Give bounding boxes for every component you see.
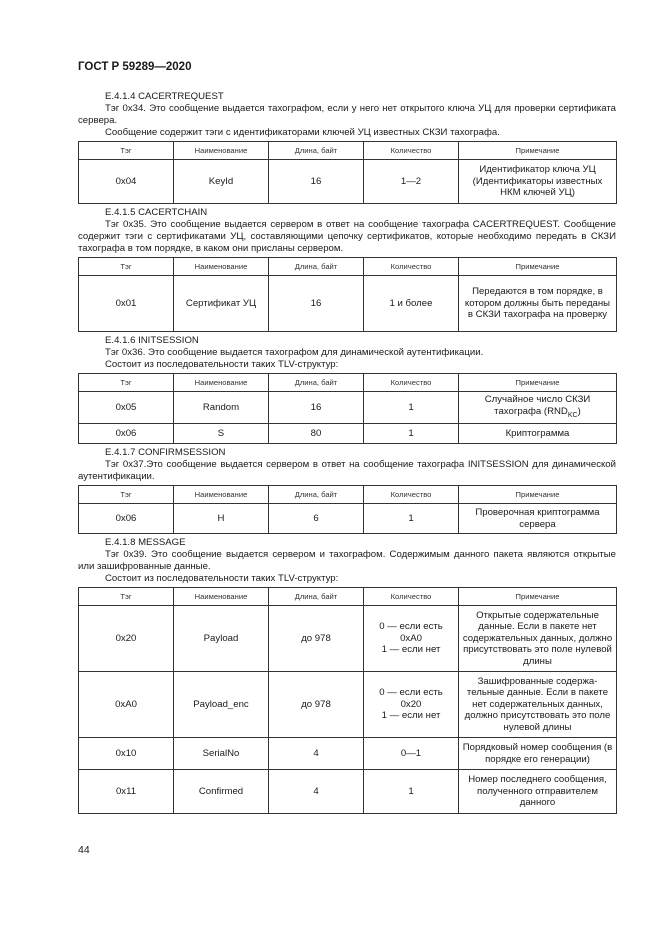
cell-length: 16 [269,160,364,204]
cell-length: 4 [269,738,364,770]
cell-note [459,392,617,424]
cell-tag: 0xA0 [79,672,174,738]
cell-length: 16 [269,276,364,332]
cell-name: KeyId [174,160,269,204]
cell-tag: 0x10 [79,738,174,770]
tlv-table [78,485,617,534]
column-header-count: Количество [364,588,459,606]
cell-count: 1 [364,392,459,424]
column-header-count: Количество [364,374,459,392]
section-paragraph: Состоит из последовательности таких TLV-структур: [105,573,339,584]
cell-name: S [174,424,269,444]
column-header-note: Примечание [459,588,617,606]
cell-length: 4 [269,770,364,814]
cell-name: Random [174,392,269,424]
cell-note: Открытые содержательные данные. Если в пакете нет содержательных данных, должно присутствовать это поле нулевой длины [459,606,617,672]
cell-name: H [174,504,269,534]
cell-note: Передаются в том порядке, в котором должны быть переданы в СКЗИ тахографа на проверку [459,276,617,332]
cell-length: 16 [269,392,364,424]
cell-note: Номер последнего сообщения, полученного отправителем данного [459,770,617,814]
column-header-length: Длина, байт [269,258,364,276]
table-row [79,424,617,444]
table-header-row [79,142,617,160]
cell-note: Зашифрованные содержательные данные. Если в пакете нет содержательных данных, должно присутствовать это поле нулевой длины [459,672,617,738]
cell-note: Проверочная криптограмма сервера [459,504,617,534]
column-header-tag: Тэг [79,588,174,606]
cell-name: Confirmed [174,770,269,814]
table-header-row [79,374,617,392]
cell-length: до 978 [269,606,364,672]
cell-count: 1 [364,424,459,444]
table-row [79,672,617,738]
tlv-table [78,257,617,332]
table-row [79,606,617,672]
note-text-tail: ) [577,405,581,417]
cell-count: 1—2 [364,160,459,204]
section-title: E.4.1.5 CACERTCHAIN [105,207,208,218]
tlv-table [78,587,617,814]
cell-name: Payload_enc [174,672,269,738]
cell-length: 6 [269,504,364,534]
note-text: Случайное число СКЗИ тахографа (RND [484,394,591,417]
column-header-length: Длина, байт [269,374,364,392]
cell-name: Сертификат УЦ [174,276,269,332]
column-header-note: Примечание [459,486,617,504]
column-header-note: Примечание [459,142,617,160]
cell-length: 80 [269,424,364,444]
section-title: E.4.1.7 CONFIRMSESSION [105,447,226,458]
cell-tag: 0x04 [79,160,174,204]
section-paragraph: Сообщение содержит тэги с идентификаторами ключей УЦ известных СКЗИ тахографа. [105,127,500,138]
cell-name: SerialNo [174,738,269,770]
cell-tag: 0x11 [79,770,174,814]
cell-tag: 0x05 [79,392,174,424]
cell-count: 1 [364,770,459,814]
section-title: E.4.1.4 CACERTREQUEST [105,91,224,102]
column-header-name: Наименование [174,142,269,160]
page-number: 44 [78,844,90,856]
table-row [79,504,617,534]
table-row [79,392,617,424]
cell-tag: 0x01 [79,276,174,332]
cell-note: Идентификатор ключа УЦ (Идентификаторы известных НКМ ключей УЦ) [459,160,617,204]
section-paragraph: Тэг 0x39. Это сообщение выдается сервером и тахографом. Содержимым данного пакета являются открытые или зашифрованные данные. [78,549,616,572]
cell-count: 0—1 [364,738,459,770]
column-header-length: Длина, байт [269,588,364,606]
table-row [79,738,617,770]
column-header-tag: Тэг [79,374,174,392]
cell-tag: 0x06 [79,424,174,444]
section-paragraph: Тэг 0x37.Это сообщение выдается сервером в ответ на сообщение тахографа INITSESSION для динамической аутентификации. [78,459,616,482]
section-paragraph: Состоит из последовательности таких TLV-структур: [105,359,339,370]
cell-count: 0 — если есть 0x20 1 — если нет [364,672,459,738]
table-row [79,770,617,814]
column-header-length: Длина, байт [269,142,364,160]
cell-count: 1 и более [364,276,459,332]
tlv-table [78,373,617,444]
column-header-count: Количество [364,486,459,504]
section-paragraph: Тэг 0x36. Это сообщение выдается тахографом для динамической аутентификации. [105,347,484,358]
page-header: ГОСТ Р 59289—2020 [78,61,192,73]
cell-tag: 0x20 [79,606,174,672]
column-header-tag: Тэг [79,142,174,160]
cell-count: 0 — если есть 0xA0 1 — если нет [364,606,459,672]
column-header-name: Наименование [174,258,269,276]
column-header-name: Наименование [174,374,269,392]
column-header-tag: Тэг [79,258,174,276]
column-header-tag: Тэг [79,486,174,504]
section-paragraph: Тэг 0x34. Это сообщение выдается тахографом, если у него нет открытого ключа УЦ для проверки сертификата сервера. [78,103,616,126]
table-header-row [79,258,617,276]
table-row [79,276,617,332]
cell-name: Payload [174,606,269,672]
section-title: E.4.1.6 INITSESSION [105,335,199,346]
section-title: E.4.1.8 MESSAGE [105,537,186,548]
tlv-table [78,141,617,204]
note-subscript: KC [567,411,578,419]
table-header-row [79,486,617,504]
column-header-name: Наименование [174,588,269,606]
cell-length: до 978 [269,672,364,738]
document-body [78,91,616,817]
column-header-length: Длина, байт [269,486,364,504]
column-header-count: Количество [364,142,459,160]
cell-count: 1 [364,504,459,534]
table-header-row [79,588,617,606]
column-header-name: Наименование [174,486,269,504]
cell-tag: 0x06 [79,504,174,534]
column-header-note: Примечание [459,374,617,392]
cell-note: Криптограмма [459,424,617,444]
cell-note: Порядковый номер сообщения (в порядке его генерации) [459,738,617,770]
column-header-count: Количество [364,258,459,276]
section-paragraph: Тэг 0x35. Это сообщение выдается сервером в ответ на сообщение тахографа CACERTREQUEST. Сообщение содержит тэги с сертификатами УЦ, составляющими цепочку сертификатов, которые необходимо передать в СКЗИ тахографа в том порядке, в каком они присланы сервером. [78,219,616,254]
table-row [79,160,617,204]
column-header-note: Примечание [459,258,617,276]
